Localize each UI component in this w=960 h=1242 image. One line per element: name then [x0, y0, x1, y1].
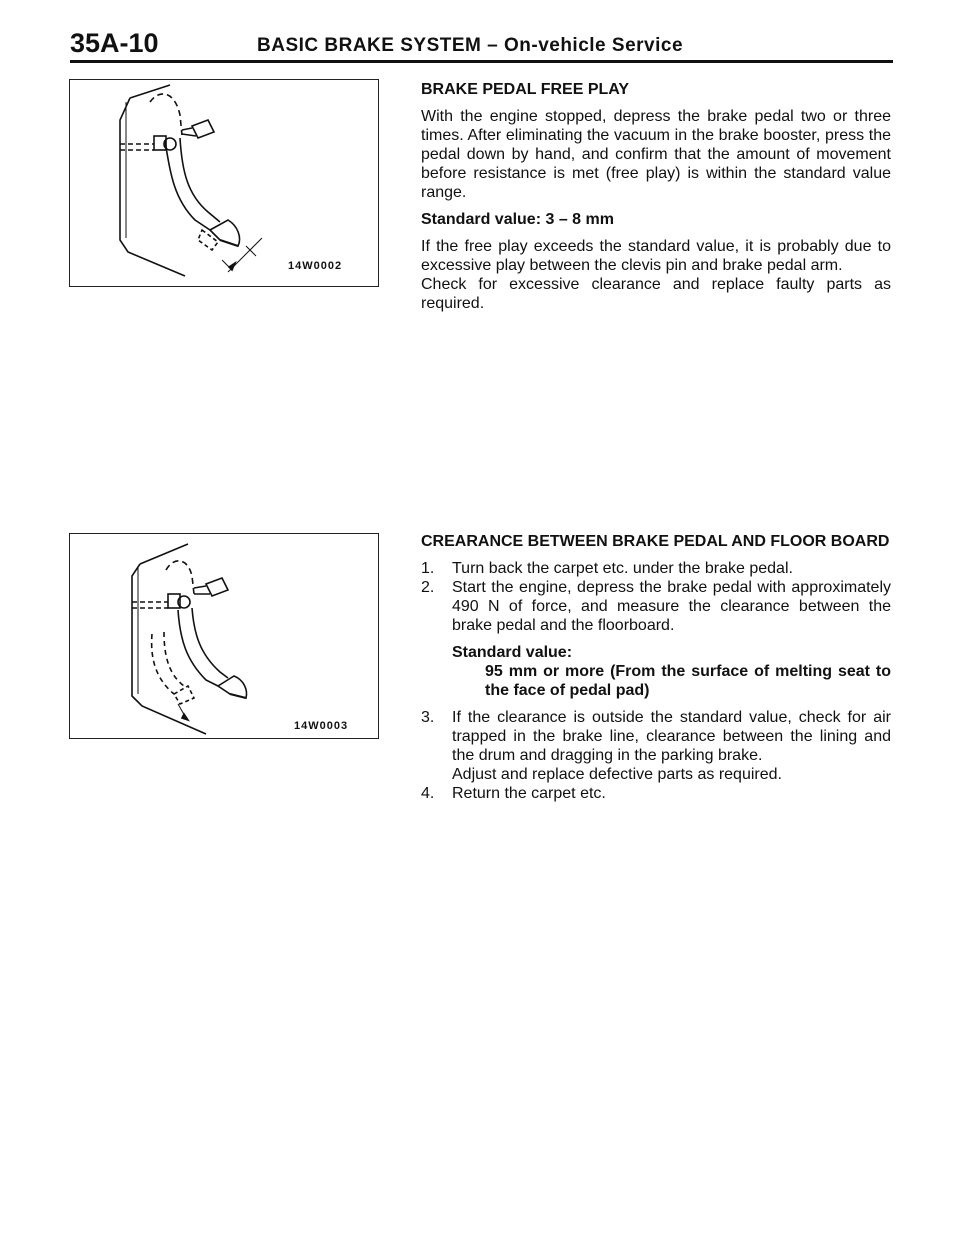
paragraph: With the engine stopped, depress the brake pedal two or three times. After eliminating the vacuum in the brake booster, press the pedal down by hand, and confirm that the amount of movement before resistance is met (free play) is within the standard value range. [421, 108, 891, 201]
list-item [421, 708, 891, 784]
page-header [70, 28, 892, 62]
section-free-play [421, 80, 891, 313]
step-text: Adjust and replace defective parts as required. [452, 766, 782, 783]
header-rule [70, 60, 893, 63]
list-item [421, 559, 891, 578]
step-text: Turn back the carpet etc. under the brake pedal. [452, 560, 793, 577]
step-number: 4. [421, 785, 435, 802]
step-text: Return the carpet etc. [452, 785, 606, 802]
standard-value-block [421, 643, 891, 700]
list-item [421, 578, 891, 635]
list-item [421, 784, 891, 803]
standard-value: 95 mm or more (From the surface of melting seat to the face of pedal pad) [485, 663, 891, 699]
paragraph: If the free play exceeds the standard value, it is probably due to excessive play between the clevis pin and brake pedal arm. [421, 238, 891, 274]
page-title: BASIC BRAKE SYSTEM – On-vehicle Service [257, 35, 684, 56]
section-heading: BRAKE PEDAL FREE PLAY [421, 81, 630, 98]
page-number: 35A-10 [70, 28, 159, 58]
brake-pedal-drawing [70, 80, 378, 286]
paragraph: Check for excessive clearance and replace faulty parts as required. [421, 276, 891, 312]
section-floor-clearance [421, 532, 891, 803]
procedure-steps [421, 708, 891, 803]
figure-brake-pedal-free-play [69, 79, 379, 287]
standard-value: Standard value: 3 – 8 mm [421, 211, 614, 228]
procedure-steps [421, 559, 891, 635]
section-heading: CREARANCE BETWEEN BRAKE PEDAL AND FLOOR BOARD [421, 533, 890, 550]
step-text: Start the engine, depress the brake pedal with approximately 490 N of force, and measure the clearance between the brake pedal and the floorboard. [452, 579, 891, 634]
standard-value-label: Standard value: [452, 644, 573, 661]
figure-code: 14W0002 [288, 260, 343, 272]
step-number: 1. [421, 560, 435, 577]
figure-pedal-floor-clearance [69, 533, 379, 739]
step-number: 2. [421, 579, 435, 596]
step-number: 3. [421, 709, 435, 726]
step-text: If the clearance is outside the standard value, check for air trapped in the brake line, clearance between the lining and the drum and dragging in the parking brake. [452, 709, 891, 764]
figure-code: 14W0003 [294, 720, 349, 732]
brake-pedal-floor-drawing [70, 534, 378, 738]
